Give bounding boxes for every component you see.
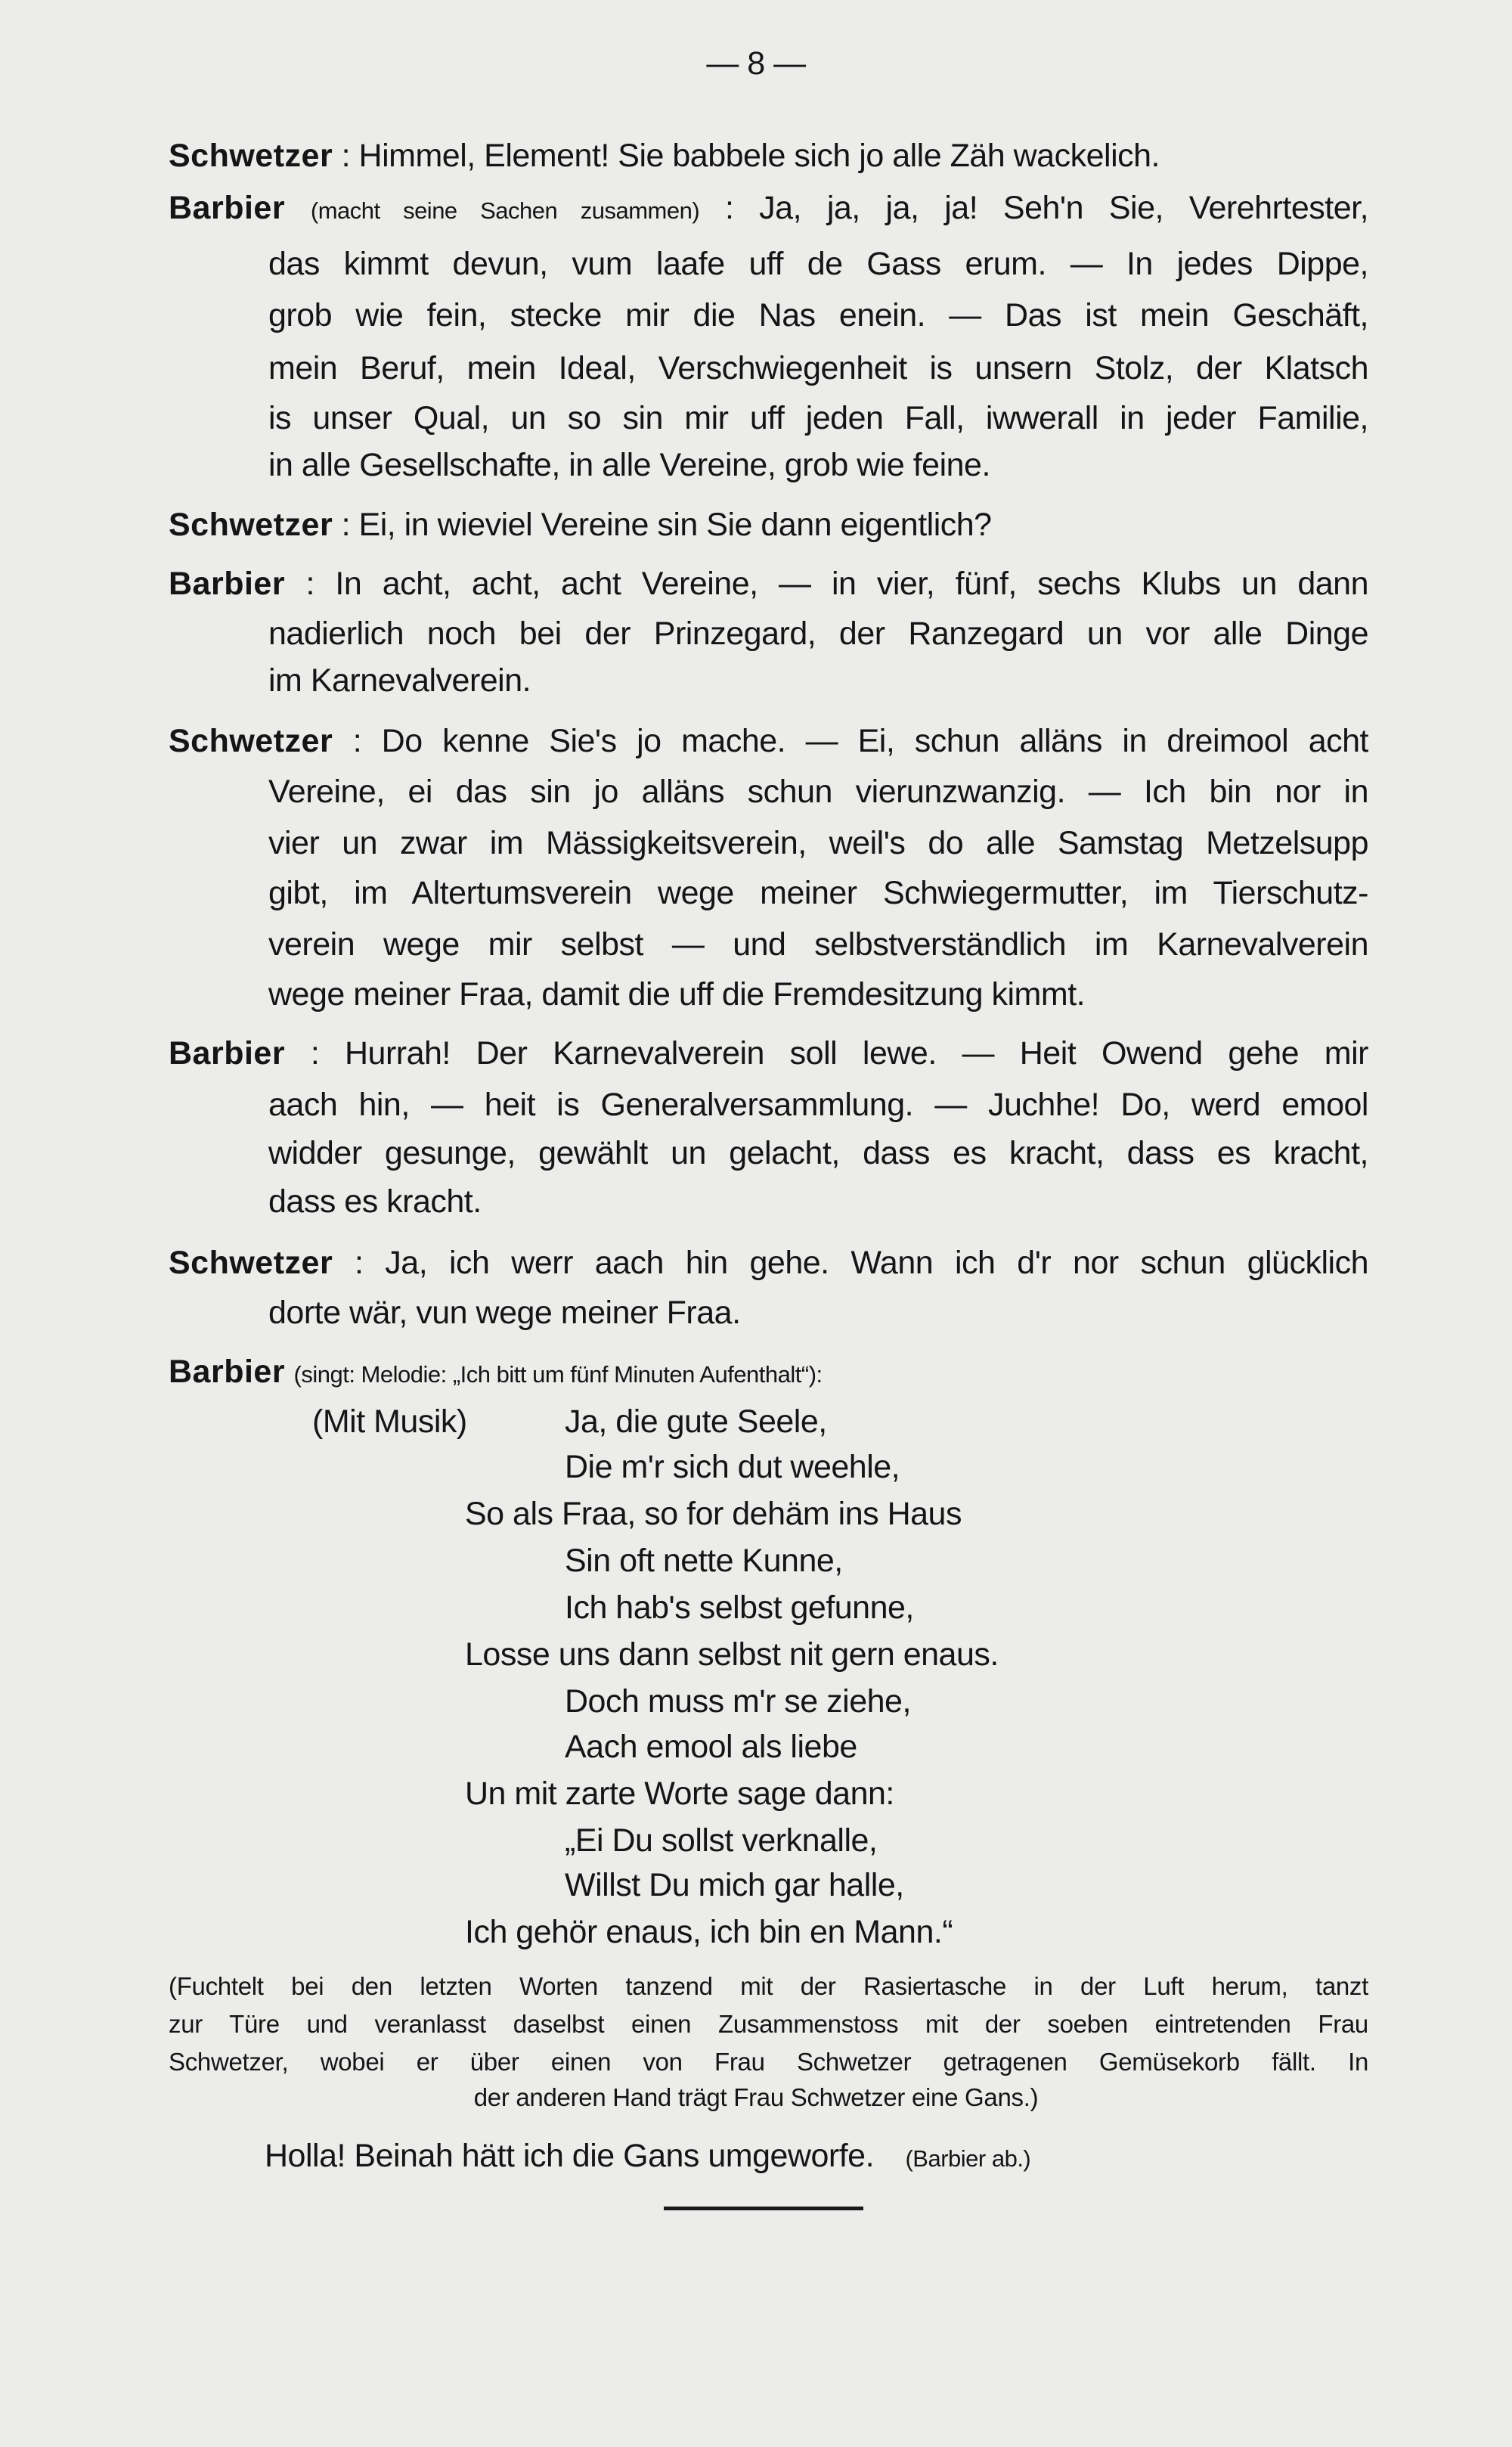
page-number: — 8 — xyxy=(706,45,806,82)
end-rule xyxy=(664,2207,863,2210)
speaker-line xyxy=(169,720,1368,762)
speaker-name: Barbier xyxy=(169,566,286,602)
lyric-line xyxy=(465,1633,999,1676)
line-text: „Ei Du sollst verknalle, xyxy=(565,1822,878,1859)
text-line xyxy=(268,397,1368,439)
lyric-line xyxy=(465,1911,953,1953)
lyric-line xyxy=(565,1680,911,1723)
line-text: : Ja, ja, ja, ja! Seh'n Sie, Verehrtester, xyxy=(724,190,1368,226)
speaker-name: Barbier xyxy=(169,1035,286,1072)
line-text: mein Beruf, mein Ideal, Verschwiegenheit is unsern Stolz, der Klatsch xyxy=(268,350,1368,386)
line-text: wege meiner Fraa, damit die uff die Fremdesitzung kimmt. xyxy=(268,976,1086,1013)
line-text: gibt, im Altertumsverein wege meiner Schwiegermutter, im Tierschutz- xyxy=(268,875,1368,911)
speaker-name: Schwetzer xyxy=(169,1245,333,1281)
line-text: : In acht, acht, acht Vereine, — in vier, fünf, sechs Klubs un dann xyxy=(305,566,1368,602)
line-text: : Ja, ich werr aach hin gehe. Wann ich d'r nor schun glücklich xyxy=(355,1245,1368,1281)
line-text: dass es kracht. xyxy=(268,1183,482,1220)
speaker-line xyxy=(169,135,1160,177)
closing-text: Holla! Beinah hätt ich die Gans umgeworfe. xyxy=(265,2138,875,2174)
speaker-name: Schwetzer xyxy=(169,723,333,759)
line-text: nadierlich noch bei der Prinzegard, der Ranzegard un vor alle Dinge xyxy=(268,616,1368,652)
speaker-line xyxy=(169,1351,823,1396)
line-text: Ja, die gute Seele, xyxy=(565,1403,827,1440)
line-text: (Mit Musik) xyxy=(312,1403,467,1440)
text-line xyxy=(268,973,1085,1016)
line-text: aach hin, — heit is Generalversammlung. — Juchhe! Do, werd emool xyxy=(268,1087,1368,1123)
stage-direction-line: (Fuchtelt bei den letzten Worten tanzend mit der Rasiertasche in der Luft herum, tanzt xyxy=(169,1972,1368,2000)
lyric-line xyxy=(565,1819,877,1862)
line-text: is unser Qual, un so sin mir uff jeden Fall, iwwerall in jeder Familie, xyxy=(268,400,1368,436)
text-line xyxy=(268,771,1368,813)
stage-direction-line: zur Türe und veranlasst daselbst einen Zusammenstoss mit der soeben eintretenden Frau xyxy=(169,2010,1368,2038)
line-text: Ich gehör enaus, ich bin en Mann.“ xyxy=(465,1914,953,1950)
text-line xyxy=(268,1084,1368,1126)
line-text: : Himmel, Element! Sie babbele sich jo alle Zäh wackelich. xyxy=(341,138,1160,174)
text-line xyxy=(268,822,1368,864)
text-line xyxy=(268,923,1368,966)
line-text: Un mit zarte Worte sage dann: xyxy=(465,1776,894,1812)
lyric-line xyxy=(565,1400,827,1443)
speaker-line xyxy=(169,187,1368,229)
line-text: : Ei, in wieviel Vereine sin Sie dann eigentlich? xyxy=(341,507,992,543)
line-text: in alle Gesellschafte, in alle Vereine, grob wie feine. xyxy=(268,447,990,483)
speaker-name: Barbier xyxy=(169,1354,286,1390)
inline-direction: (macht seine Sachen zusammen) xyxy=(310,197,700,224)
line-text: Doch muss m'r se ziehe, xyxy=(565,1683,911,1720)
stage-direction-line: der anderen Hand trägt Frau Schwetzer eine Gans.) xyxy=(473,2083,1039,2111)
line-text: Die m'r sich dut weehle, xyxy=(565,1449,900,1485)
text-line xyxy=(268,444,990,486)
text-line xyxy=(268,613,1368,655)
text-line xyxy=(268,243,1368,285)
line-text: dorte wär, vun wege meiner Fraa. xyxy=(268,1295,741,1331)
line-text: : Do kenne Sie's jo mache. — Ei, schun alläns in dreimool acht xyxy=(352,723,1368,759)
line-text: Ich hab's selbst gefunne, xyxy=(565,1589,914,1626)
speaker-name: Barbier xyxy=(169,190,286,226)
lyric-line xyxy=(465,1772,894,1815)
closing-direction: (Barbier ab.) xyxy=(905,2145,1031,2172)
line-text: grob wie fein, stecke mir die Nas enein. — Das ist mein Geschäft, xyxy=(268,297,1368,333)
text-line xyxy=(268,347,1368,389)
lyric-line xyxy=(565,1586,914,1629)
line-text: vier un zwar im Mässigkeitsverein, weil's do alle Samstag Metzelsupp xyxy=(268,825,1368,861)
line-text: verein wege mir selbst — und selbstverständlich im Karnevalverein xyxy=(268,926,1368,963)
line-text: Sin oft nette Kunne, xyxy=(565,1543,843,1579)
line-text: das kimmt devun, vum laafe uff de Gass erum. — In jedes Dippe, xyxy=(268,246,1368,282)
text-line xyxy=(268,1292,741,1334)
text-line xyxy=(268,294,1368,337)
lyric-line xyxy=(565,1864,904,1906)
text-line xyxy=(312,1400,467,1443)
line-text: Vereine, ei das sin jo alläns schun vierunzwanzig. — Ich bin nor in xyxy=(268,774,1368,810)
text-line xyxy=(268,1180,482,1223)
line-text: Aach emool als liebe xyxy=(565,1729,857,1765)
speaker-line xyxy=(169,563,1368,605)
text-line xyxy=(268,1132,1368,1174)
inline-direction: (singt: Melodie: „Ich bitt um fünf Minuten Aufenthalt“): xyxy=(293,1361,823,1388)
speaker-line xyxy=(169,504,992,546)
lyric-line xyxy=(465,1493,962,1535)
text-line xyxy=(268,872,1368,914)
line-text: Losse uns dann selbst nit gern enaus. xyxy=(465,1636,999,1673)
speaker-line xyxy=(169,1242,1368,1284)
line-text: So als Fraa, so for dehäm ins Haus xyxy=(465,1496,962,1532)
stage-direction-line: Schwetzer, wobei er über einen von Frau Schwetzer getragenen Gemüsekorb fällt. In xyxy=(169,2048,1368,2076)
lyric-line xyxy=(565,1446,900,1488)
speaker-line xyxy=(169,1032,1368,1075)
line-text: : Hurrah! Der Karnevalverein soll lewe. — Heit Owend gehe mir xyxy=(310,1035,1368,1072)
text-line xyxy=(268,659,531,702)
line-text: Willst Du mich gar halle, xyxy=(565,1867,904,1903)
speaker-name: Schwetzer xyxy=(169,507,333,543)
line-text: im Karnevalverein. xyxy=(268,662,531,699)
speaker-name: Schwetzer xyxy=(169,138,333,174)
line-text: widder gesunge, gewählt un gelacht, dass es kracht, dass es kracht, xyxy=(268,1135,1368,1171)
lyric-line xyxy=(565,1540,843,1582)
lyric-line xyxy=(565,1726,857,1768)
closing-line xyxy=(265,2135,1030,2180)
